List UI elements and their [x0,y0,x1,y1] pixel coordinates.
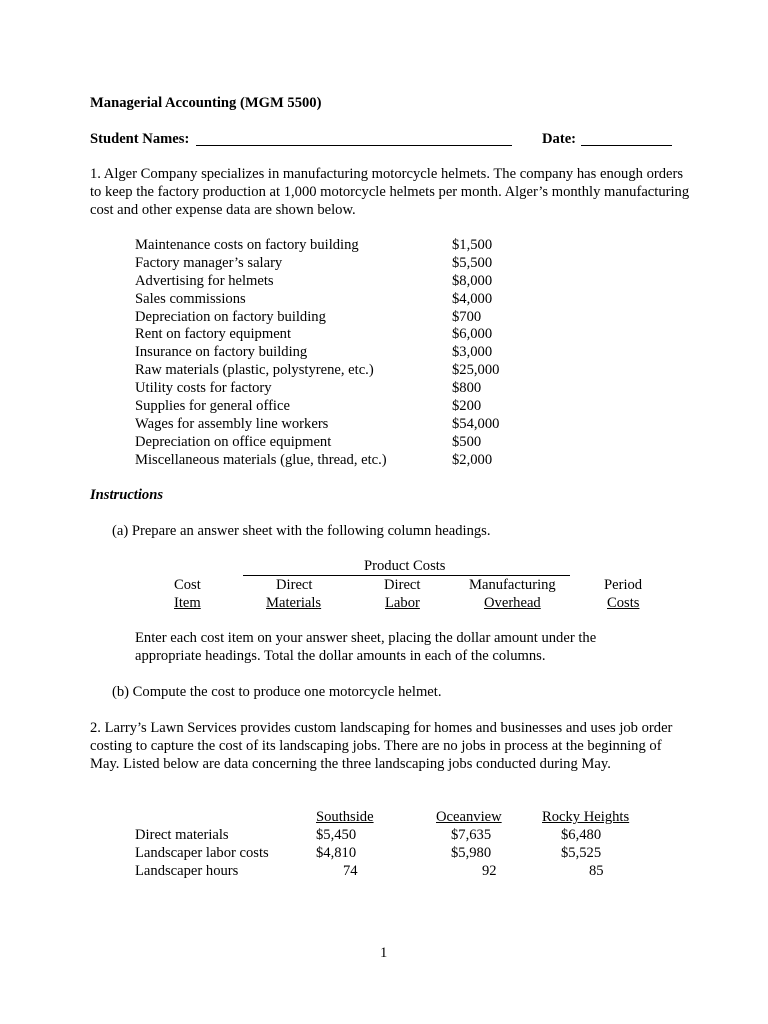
col-manufacturing-overhead-2: Overhead [484,595,541,611]
row-value: $7,635 [451,827,492,843]
cost-item: Miscellaneous materials (glue, thread, etc.) [135,451,387,468]
row-value: 85 [589,863,604,879]
problem2-intro: 2. Larry’s Lawn Services provides custom landscaping for homes and businesses and uses job order costing to capture the cost of its landscaping jobs. There are no jobs in process at the beginning of May. Listed below are data concerning the three landscaping jobs conducted during May. [90,720,673,772]
jobs-row-direct-materials [135,826,675,844]
col-item: Item [174,595,201,611]
jobs-row-hours [135,862,675,880]
col-direct-labor-1: Direct [384,577,421,593]
jobs-header-row [135,808,675,826]
cost-item: Utility costs for factory [135,380,272,397]
row-label: Landscaper labor costs [135,845,269,861]
cost-item: Advertising for helmets [135,272,274,289]
cost-amount: $25,000 [452,362,500,379]
cost-amount: $8,000 [452,272,493,289]
cost-item: Raw materials (plastic, polystyrene, etc.) [135,362,374,379]
col-direct-labor-2: Labor [385,595,420,611]
row-value: $5,450 [316,827,357,843]
instructions-heading: Instructions [90,487,164,503]
row-value: $4,810 [316,845,357,861]
cost-item: Insurance on factory building [135,344,308,361]
col-direct-materials-1: Direct [276,577,313,593]
col-cost: Cost [174,577,201,593]
cost-row [135,272,515,290]
cost-amount: $4,000 [452,290,493,307]
cost-row [135,236,515,254]
course-title: Managerial Accounting (MGM 5500) [90,95,322,111]
row-label: Direct materials [135,827,229,843]
cost-amount: $3,000 [452,344,493,361]
cost-amount: $700 [452,308,482,325]
col-period-costs-2: Costs [607,595,640,611]
row-value: $6,480 [561,827,602,843]
student-names-blank [196,131,512,146]
cost-list [135,236,515,469]
cost-row [135,343,515,361]
part-b-text: (b) Compute the cost to produce one motorcycle helmet. [112,684,442,700]
cost-row [135,415,515,433]
row-label: Landscaper hours [135,863,239,879]
cost-row [135,290,515,308]
row-value: 74 [343,863,358,879]
cost-amount: $800 [452,380,482,397]
cost-row [135,433,515,451]
cost-amount: $2,000 [452,451,493,468]
cost-row [135,361,515,379]
cost-item: Depreciation on factory building [135,308,326,325]
cost-row [135,379,515,397]
cost-amount: $5,500 [452,254,493,271]
cost-row [135,254,515,272]
cost-amount: $500 [452,433,482,450]
cost-amount: $54,000 [452,415,500,432]
product-costs-heading: Product Costs [364,558,446,574]
row-value: 92 [482,863,497,879]
col-manufacturing-overhead-1: Manufacturing [469,577,556,593]
cost-item: Depreciation on office equipment [135,433,332,450]
col-period-costs-1: Period [604,577,643,593]
cost-item: Wages for assembly line workers [135,415,329,432]
cost-row [135,451,515,469]
cost-amount: $1,500 [452,237,493,253]
cost-row [135,308,515,326]
problem1-intro: 1. Alger Company specializes in manufacturing motorcycle helmets. The company has enough orders to keep the factory production at 1,000 motorcycle helmets per month. Alger’s monthly manufacturing cost and other expense data are shown below. [90,166,690,218]
cost-item: Supplies for general office [135,398,290,415]
cost-row [135,325,515,343]
col-direct-materials-2: Materials [266,595,322,611]
cost-amount: $200 [452,398,482,415]
date-blank [581,131,672,146]
row-value: $5,980 [451,845,492,861]
row-value: $5,525 [561,845,602,861]
student-names-label: Student Names: [90,131,190,147]
job-rocky-heights: Rocky Heights [542,809,630,825]
enter-instructions: Enter each cost item on your answer sheet, placing the dollar amount under the appropriate headings. Total the dollar amounts in each of the columns. [135,630,597,664]
cost-row [135,397,515,415]
cost-amount: $6,000 [452,326,493,343]
cost-item: Sales commissions [135,290,246,307]
cost-item: Factory manager’s salary [135,254,283,271]
part-a-text: (a) Prepare an answer sheet with the following column headings. [112,523,491,539]
jobs-row-labor-costs [135,844,675,862]
page-number: 1 [380,945,388,961]
job-southside: Southside [316,809,374,825]
job-oceanview: Oceanview [436,809,502,825]
cost-item: Maintenance costs on factory building [135,237,359,253]
date-label: Date: [542,131,577,147]
cost-item: Rent on factory equipment [135,326,292,343]
